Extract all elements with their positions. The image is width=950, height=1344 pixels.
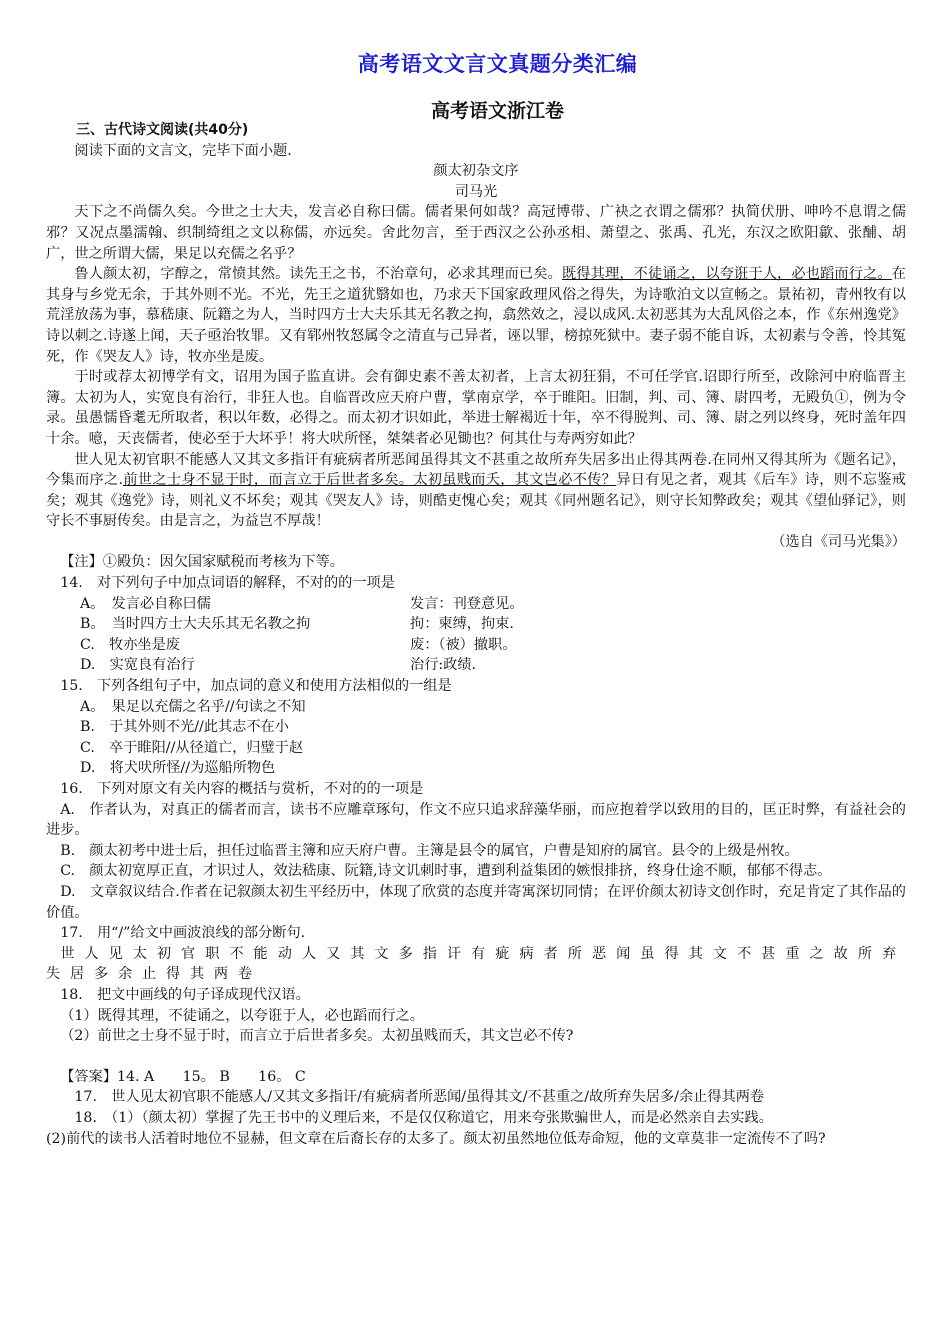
passage-title: 颜太初杂文序: [433, 163, 519, 180]
question-15-option-c: [46, 738, 906, 759]
option-sentence: B。 当时四方士大夫乐其无名教之拘: [80, 616, 311, 633]
main-title: 高考语文文言文真题分类汇编: [357, 51, 638, 76]
question-16-option-b: B. 颜太初考中进士后，担任过临晋主簿和应天府户曹。主簿是县令的属官，户曹是知府的属官。县令的上级是州牧。: [60, 842, 799, 859]
question-14-stem: 14. 对下列句子中加点词语的解释，不对的的一项是: [60, 575, 395, 592]
section-instruction: 阅读下面的文言文，完毕下面小题.: [74, 142, 292, 159]
question-17-text: 世人见太初官职不能动人又其文多指讦有疵病者所恶闻虽得其文不甚重之故所弃失居多余止得其两卷: [46, 945, 906, 983]
passage-paragraph-1: 天下之不尚儒久矣。今世之士大夫，发言必自称曰儒。儒者果何如哉？高冠博带、广袂之衣谓之儒邪？执简伏册、呻吟不息谓之儒邪？又况点墨濡翰、织制绮组之文以称儒，亦远矣。舍此勿言，至于西汉之公孙丞相、萧望之、张禹、孔光，东汉之欧阳歙、张酺、胡广，世之所谓大儒，果足以充儒之名乎？: [46, 204, 906, 262]
option-sentence: C. 牧亦坐是废: [80, 636, 180, 653]
footnote: 【注】①殿负：因欠国家赋税而考核为下等。: [60, 554, 344, 571]
underlined-sentence-2: 前世之士身不显于时，而言立于后世者多矣。太初虽贱而夭，其文岂必不传？: [123, 472, 617, 489]
passage-paragraph-4: [46, 450, 906, 532]
option-explanation: 发言：刊登意见。: [410, 595, 524, 612]
question-14-option-a: [46, 594, 906, 615]
question-14-option-b: [46, 614, 906, 635]
passage-author: 司马光: [454, 183, 498, 200]
passage-paragraph-2: [46, 264, 906, 367]
option-text: D. 将犬吠所怪//为巡船所物色: [80, 760, 276, 777]
question-18-stem: 18. 把文中画线的句子译成现代汉语。: [60, 986, 310, 1003]
question-18-item-2: （2）前世之士身不显于时，而言立于后世者多矣。太初虽贱而夭，其文岂必不传?: [60, 1028, 574, 1045]
option-text: A。 果足以充儒之名乎//句读之不知: [80, 698, 306, 715]
question-14-option-c: [46, 635, 906, 656]
sub-title: 高考语文浙江卷: [430, 100, 564, 122]
question-15-option-b: [46, 717, 906, 738]
question-16-option-d: D. 文章叙议结合.作者在记叙颜太初生平经历中，体现了欣赏的态度并寄寓深切同情；在评价颜太初诗文创作时，充足肯定了其作品的价值。: [46, 883, 906, 921]
paragraph-text: 鲁人颜太初，字醇之，常愤其然。读先王之书，不治章句，必求其理而已矣。: [74, 266, 562, 283]
answer-18-1: 18. （1）（颜太初）掌握了先王书中的义理后来，不是仅仅称道它，用来夸张欺骗世人，而是必然亲自去实践。: [74, 1109, 773, 1126]
option-text: B. 于其外则不光//此其志不在小: [80, 719, 289, 736]
underlined-sentence-1: 既得其理，不徒诵之，以夸诳于人，必也蹈而行之。: [561, 266, 892, 283]
question-15-option-a: [46, 697, 906, 718]
spacer: [46, 1047, 906, 1067]
question-16-option-a: A. 作者认为，对真正的儒者而言，读书不应雕章琢句，作文不应只追求辞藻华丽，而应抱着学以致用的目的，匡正时弊，有益社会的进步。: [46, 801, 906, 839]
question-17-stem: 17. 用“/”给文中画波浪线的部分断句.: [60, 925, 306, 942]
question-15-option-d: [46, 758, 906, 779]
option-text: C. 卒于睢阳//从径道亡，归璧于赵: [80, 739, 304, 756]
section-heading: 三、古代诗文阅读(共40分): [76, 122, 249, 138]
paragraph-text: 在其身与乡党无余，于其外则不光。不光，先王之道犹翳如也，乃求天下国家政理风俗之得失，为诗歌泊文以宣畅之。景祐初，青州牧有以荒淫放荡为事，慕嵇康、阮籍之为人，当时四方士大夫乐其无名教之拘，翕然效之，浸以成风.太初恶其为大乱风俗之本，作《东州逸党》诗以刺之.诗遂上闻，天子亟治牧罪。又有郓州牧怒属令之清直与己异者，诬以罪，榜掠死狱中。妻子弱不能自诉，太初素与令善，怜其冤死，作《哭友人》诗，牧亦坐是废。: [46, 266, 906, 365]
question-16-option-c: C. 颜太初宽厚正直，才识过人，效法嵇康、阮籍,诗文讥刺时事，遭到利益集团的嫉恨排挤，终身仕途不顺，郁郁不得志。: [60, 863, 832, 880]
answer-18-2: (2)前代的读书人活着时地位不显赫，但文章在后裔长存的太多了。颜太初虽然地位低寿命短，他的文章莫非一定流传不了吗?: [46, 1130, 826, 1147]
paragraph-text: 异日有见之者，观其《后车》诗，则不忘鉴戒矣；观其《逸党》诗，则礼义不坏矣；观其《哭友人》诗，则酷吏愧心矣；观其《同州题名记》，则守长知弊政矣；观其《望仙驿记》，则守长不事厨传矣。由是言之，为益岂不厚哉！: [46, 472, 906, 530]
paragraph-text: 世人见太初官职不能感人又其文多指讦有疵病者所恶闻虽得其文不甚重之故所弃失居多出止得其两卷.在同州又得其所为《题名记》，今集而序之.: [46, 451, 906, 489]
passage-paragraph-3: 于时或荐太初博学有文，诏用为国子监直讲。会有御史素不善太初者，上言太初狂狷，不可任学官.诏即行所至，改除河中府临晋主簿。太初为人，实宽良有治行，非狂人也。自临晋改应天府户曹，掌南京学，卒于睢阳。旧制，判、司、簿、尉四考，无殿负①，例为令录。虽愚懦昏耄无所取者，积以年数，必得之。而太初才识如此，举进士解褐近十年，卒不得脱判、司、簿、尉之列以终身，死时盖年四十余。噫，天丧儒者，使必至于大坏乎！将大吠所怪，桀桀者必见锄也？何其仕与寿两穷如此？: [46, 369, 906, 447]
question-15-stem: 15. 下列各组句子中，加点词的意义和使用方法相似的一组是: [60, 678, 452, 695]
option-explanation: 治行:政绩.: [410, 657, 477, 674]
answer-key: 【答案】14. A 15。 B 16。 C: [60, 1068, 306, 1085]
option-explanation: 废：（被）撤职。: [410, 636, 517, 653]
answer-17: 17. 世人见太初官职不能感人/又其文多指讦/有疵病者所恶闻/虽得其文/不甚重之/故所弃失居多/余止得其两卷: [74, 1089, 765, 1106]
question-14-option-d: [46, 655, 906, 676]
option-explanation: 拘：柬缚，拘束.: [410, 616, 514, 633]
question-16-stem: 16. 下列对原文有关内容的概括与赏析，不对的的一项是: [60, 781, 424, 797]
document-body: [46, 120, 906, 1149]
question-18-item-1: （1）既得其理，不徒诵之，以夸诳于人，必也蹈而行之。: [60, 1007, 424, 1024]
option-sentence: D. 实宽良有治行: [80, 657, 195, 674]
option-sentence: A。 发言必自称曰儒: [80, 595, 211, 612]
passage-source: （选自《司马光集》）: [771, 533, 906, 550]
